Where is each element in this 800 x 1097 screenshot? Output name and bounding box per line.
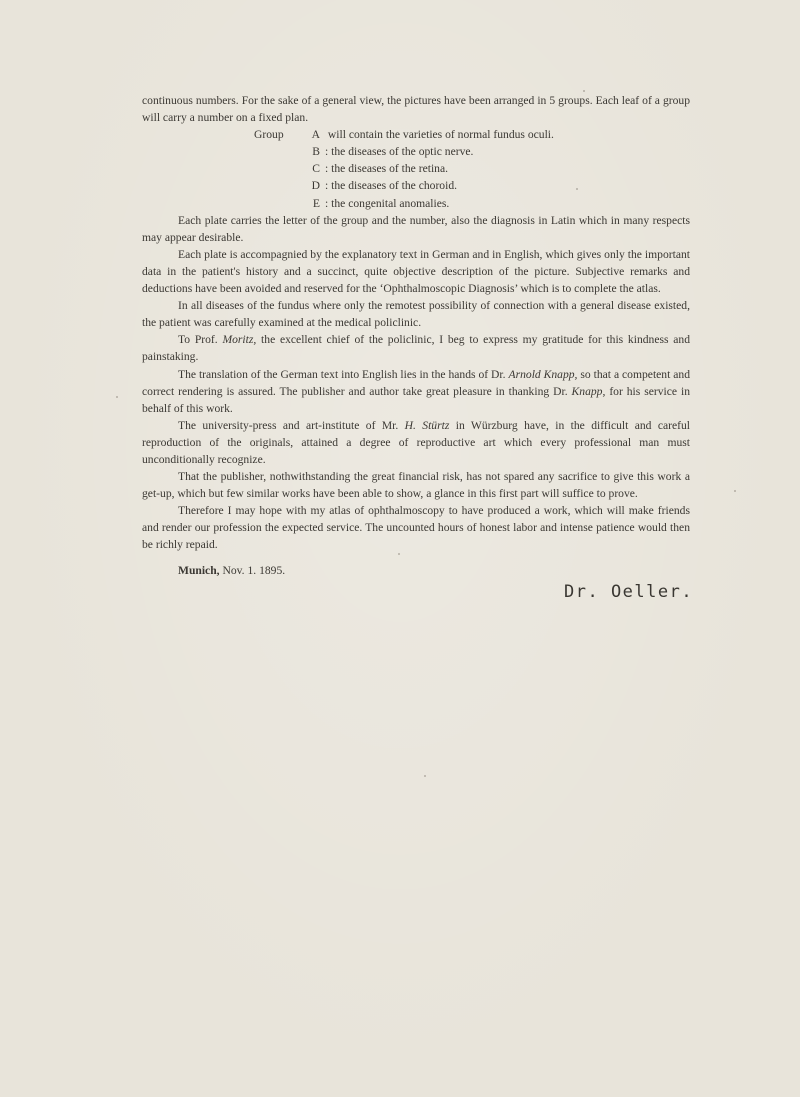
group-list (142, 126, 690, 211)
group-word: Group (254, 128, 284, 142)
group-sep: : (325, 196, 329, 210)
group-item-e (142, 195, 690, 212)
group-key: A (311, 128, 320, 142)
group-text: the diseases of the choroid. (331, 179, 458, 193)
group-item-c (142, 160, 690, 177)
group-key: C (312, 162, 320, 176)
moritz-paragraph (142, 331, 690, 365)
body-text (142, 92, 690, 579)
text-run: so that a competent and correct rendering is assured. The publisher and author take great pleasure in thanking Dr. (142, 367, 690, 398)
group-key: E (312, 196, 320, 210)
group-text: will contain the varieties of normal fundus oculi. (327, 128, 554, 142)
group-sep: : (325, 145, 329, 159)
hope-paragraph: Therefore I may hope with my atlas of ophthalmoscopy to have produced a work, which will make friends and render our profession the expected service. The uncounted hours of honest labor and intense patience would then be richly repaid. (142, 504, 690, 552)
person-name: H. Stürtz (404, 418, 450, 432)
text-run: the excellent chief of the policlinic, I beg to express my gratitude for this kindness and painstaking. (142, 333, 691, 364)
text-run: for his service in behalf of this work. (142, 384, 690, 415)
diseases-paragraph: In all diseases of the fundus where only the remotest possibility of connection with a general disease existed, the patient was carefully examined at the medical policlinic. (142, 299, 690, 330)
paper-speck (576, 188, 578, 190)
group-key: D (311, 179, 320, 193)
press-paragraph (142, 417, 690, 468)
group-key: B (312, 145, 320, 159)
group-sep: : (325, 179, 329, 193)
group-item-d (142, 177, 690, 194)
group-sep: : (325, 162, 329, 176)
text-run: The university-press and art-institute of Mr. (178, 418, 399, 432)
group-text: the congenital anomalies. (331, 196, 450, 210)
group-text: the diseases of the retina. (331, 162, 449, 176)
person-name: Arnold Knapp, (508, 367, 578, 381)
signature: Dr. Oeller. (564, 582, 694, 602)
group-item-b (142, 143, 690, 160)
paper-speck (116, 396, 118, 398)
paper-speck (398, 553, 400, 555)
explanatory-text-paragraph: Each plate is accompagnied by the explanatory text in German and in English, which gives only the important data in the patient's history and a succinct, quite objective description of the picture. Subjective remarks and deductions have been avoided and reserved for the ‘Ophthalmoscopic Diagnosis’ which is to complete the atlas. (142, 247, 690, 296)
place: Munich, (178, 563, 220, 577)
place-date (142, 562, 690, 579)
text-run: The translation of the German text into English lies in the hands of Dr. (178, 367, 506, 381)
paper-speck (734, 490, 736, 492)
intro-paragraph: continuous numbers. For the sake of a general view, the pictures have been arranged in 5 groups. Each leaf of a group will carry a number on a fixed plan. (142, 94, 690, 125)
person-name: Knapp, (571, 384, 606, 398)
publisher-paragraph: That the publisher, nothwithstanding the great financial risk, has not spared any sacrifice to give this work a get-up, which but few similar works have been able to show, a glance in this first part will suffice to prove. (142, 470, 690, 501)
person-name: Moritz, (222, 333, 257, 347)
text-run: in Würzburg have, in the difficult and careful reproduction of the originals, attained a degree of reproductive art which every professional man must unconditionally recognize. (142, 418, 691, 466)
group-text: the diseases of the optic nerve. (331, 145, 474, 159)
letter-paragraph: Each plate carries the letter of the group and the number, also the diagnosis in Latin which in many respects may appear desirable. (142, 213, 690, 244)
date: Nov. 1. 1895. (222, 563, 286, 577)
text-run: To Prof. (178, 333, 218, 347)
group-item-a (142, 126, 690, 143)
paper-speck (424, 775, 426, 777)
translation-paragraph (142, 366, 690, 417)
paper-speck (583, 90, 585, 92)
